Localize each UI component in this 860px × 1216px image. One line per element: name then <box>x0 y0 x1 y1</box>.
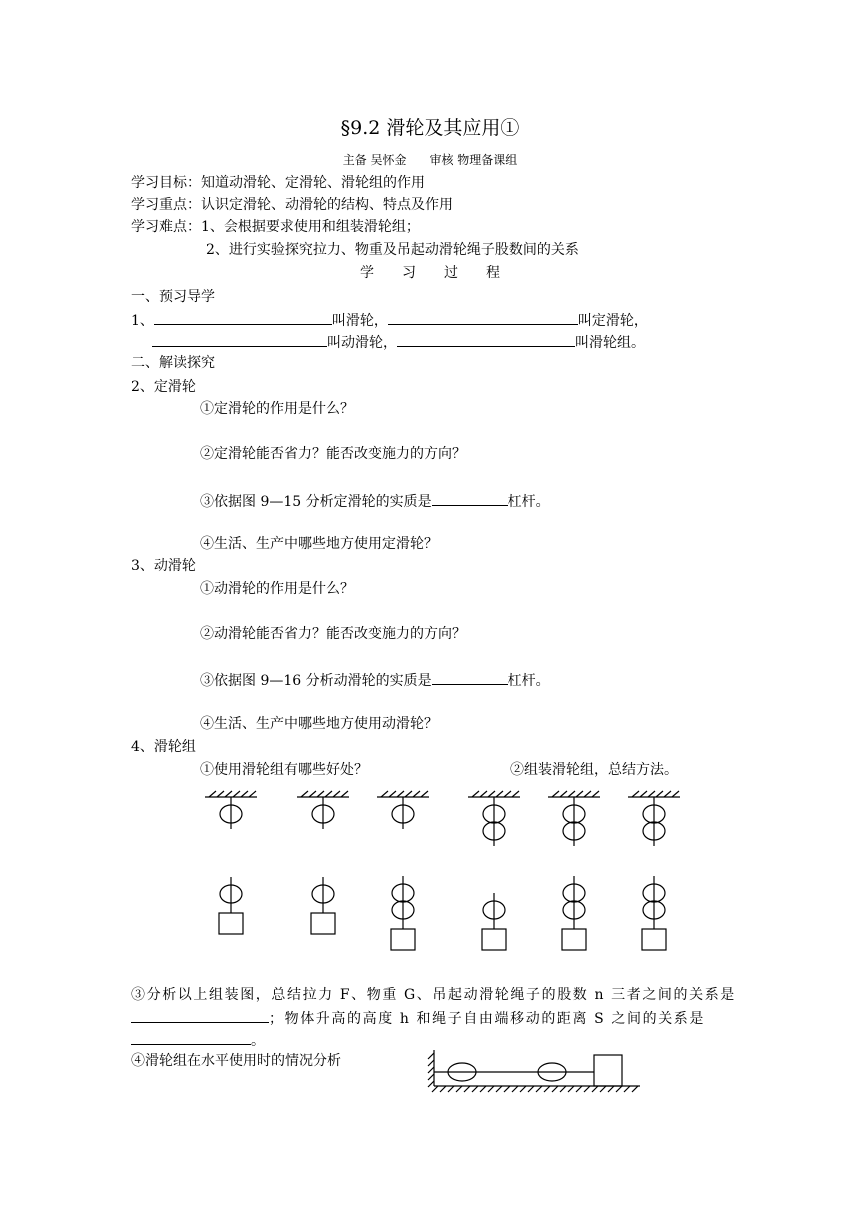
block-q3-line-3 <box>131 1030 265 1050</box>
pulley-block-heading: 4、滑轮组 <box>131 739 196 755</box>
process-heading: 学 习 过 程 <box>360 265 500 281</box>
ceiling-hatch <box>325 791 332 797</box>
wall-hatch <box>428 1081 434 1087</box>
ceiling-hatch <box>488 791 495 797</box>
ceiling-hatch <box>341 791 348 797</box>
ground-hatch <box>600 1086 606 1092</box>
q1-label-movable: 叫动滑轮， <box>327 335 397 351</box>
main-author: 主备 吴怀金 <box>342 153 407 167</box>
weight-box <box>311 913 335 934</box>
ground-hatch <box>544 1086 550 1092</box>
ground-hatch <box>496 1086 502 1092</box>
ceiling-hatch <box>309 791 316 797</box>
ceiling-hatch <box>405 791 412 797</box>
ceiling-hatch <box>512 791 519 797</box>
ceiling-hatch <box>421 791 428 797</box>
ceiling-hatch <box>496 791 503 797</box>
ceiling-hatch <box>389 791 396 797</box>
ceiling-hatch <box>333 791 340 797</box>
learning-difficulty-2: 2、进行实验探究拉力、物重及吊起动滑轮绳子股数间的关系 <box>206 242 579 258</box>
wall-hatch <box>428 1053 434 1059</box>
ground-hatch <box>480 1086 486 1092</box>
ground-hatch <box>536 1086 542 1092</box>
q1-label-block: 叫滑轮组。 <box>575 335 645 351</box>
ceiling-hatch <box>217 791 224 797</box>
learning-focus: 学习重点：认识定滑轮、动滑轮的结构、特点及作用 <box>131 197 453 213</box>
block-q3-period: 。 <box>251 1033 265 1049</box>
ceiling-hatch <box>225 791 232 797</box>
block-q3-line-1: ③分析以上组装图，总结拉力 F、物重 G、吊起动滑轮绳子的股数 n 三者之间的关系是 <box>131 987 736 1003</box>
block-q1: ①使用滑轮组有哪些好处？ <box>200 762 368 778</box>
ground-hatch <box>552 1086 558 1092</box>
ceiling-hatch <box>480 791 487 797</box>
ceiling-hatch <box>640 791 647 797</box>
ceiling-hatch <box>209 791 216 797</box>
ceiling-hatch <box>576 791 583 797</box>
movable-q1: ①动滑轮的作用是什么？ <box>200 581 354 597</box>
weight-box <box>562 929 586 950</box>
wall-hatch <box>428 1060 434 1066</box>
ground-hatch <box>616 1086 622 1092</box>
learning-objective: 学习目标：知道动滑轮、定滑轮、滑轮组的作用 <box>131 175 425 191</box>
ground-hatch <box>448 1086 454 1092</box>
fixed-q4: ④生活、生产中哪些地方使用定滑轮？ <box>200 536 438 552</box>
weight-box <box>219 913 243 934</box>
ground-hatch <box>632 1086 638 1092</box>
block-q3-line-2 <box>131 1008 705 1028</box>
wall-hatch <box>428 1067 434 1073</box>
ceiling-hatch <box>656 791 663 797</box>
ceiling-hatch <box>664 791 671 797</box>
weight-box <box>482 929 506 950</box>
movable-q3-suffix: 杠杆。 <box>507 673 550 689</box>
blank-field[interactable] <box>131 1030 251 1045</box>
question-1-number: 1、 <box>131 313 154 329</box>
movable-q3-text: ③依据图 9—16 分析动滑轮的实质是 <box>200 673 432 689</box>
ceiling-hatch <box>472 791 479 797</box>
ceiling-hatch <box>584 791 591 797</box>
blank-field[interactable] <box>131 1008 269 1023</box>
ground-hatch <box>608 1086 614 1092</box>
ground-hatch <box>456 1086 462 1092</box>
weight-box <box>642 929 666 950</box>
ceiling-hatch <box>648 791 655 797</box>
ground-hatch <box>432 1086 438 1092</box>
block-q3-text: ；物体升高的高度 h 和绳子自由端移动的距离 S 之间的关系是 <box>269 1011 706 1027</box>
ceiling-hatch <box>241 791 248 797</box>
movable-pulley-heading: 3、动滑轮 <box>131 558 196 574</box>
ceiling-hatch <box>632 791 639 797</box>
fixed-q2: ②定滑轮能否省力？能否改变施力的方向？ <box>200 446 466 462</box>
ceiling-hatch <box>592 791 599 797</box>
movable-q2: ②动滑轮能否省力？能否改变施力的方向？ <box>200 626 466 642</box>
ground-hatch <box>576 1086 582 1092</box>
fixed-q3-suffix: 杠杆。 <box>507 494 550 510</box>
ground-hatch <box>440 1086 446 1092</box>
page-title: §9.2 滑轮及其应用① <box>340 117 520 139</box>
ceiling-hatch <box>413 791 420 797</box>
ceiling-hatch <box>672 791 679 797</box>
ceiling-hatch <box>233 791 240 797</box>
wall-hatch <box>428 1074 434 1080</box>
ceiling-hatch <box>504 791 511 797</box>
section-explore-heading: 二、解读探究 <box>131 355 215 371</box>
weight-box <box>391 929 415 950</box>
section-preview-heading: 一、预习导学 <box>131 289 215 305</box>
ground-hatch <box>520 1086 526 1092</box>
ceiling-hatch <box>560 791 567 797</box>
ceiling-hatch <box>249 791 256 797</box>
ground-hatch <box>488 1086 494 1092</box>
ground-hatch <box>624 1086 630 1092</box>
ceiling-hatch <box>552 791 559 797</box>
ground-hatch <box>584 1086 590 1092</box>
learning-difficulty: 学习难点：1、会根据要求使用和组装滑轮组； <box>131 219 420 235</box>
ground-hatch <box>472 1086 478 1092</box>
ceiling-hatch <box>397 791 404 797</box>
ceiling-hatch <box>568 791 575 797</box>
ground-hatch <box>568 1086 574 1092</box>
block-q2: ②组装滑轮组，总结方法。 <box>510 762 678 778</box>
block-q4: ④滑轮组在水平使用时的情况分析 <box>131 1053 341 1069</box>
weight-box <box>594 1055 622 1086</box>
movable-q4: ④生活、生产中哪些地方使用动滑轮？ <box>200 716 438 732</box>
ceiling-hatch <box>381 791 388 797</box>
ceiling-hatch <box>317 791 324 797</box>
q1-label-fixed: 叫定滑轮， <box>577 313 648 329</box>
ground-hatch <box>592 1086 598 1092</box>
ground-hatch <box>504 1086 510 1092</box>
fixed-q3-text: ③依据图 9—15 分析定滑轮的实质是 <box>200 494 432 510</box>
q1-label-pulley: 叫滑轮， <box>331 313 388 329</box>
ceiling-hatch <box>301 791 308 797</box>
ground-hatch <box>528 1086 534 1092</box>
ground-hatch <box>560 1086 566 1092</box>
ground-hatch <box>512 1086 518 1092</box>
fixed-pulley-heading: 2、定滑轮 <box>131 379 196 395</box>
fixed-q1: ①定滑轮的作用是什么？ <box>200 401 354 417</box>
reviewer: 审核 物理备课组 <box>429 153 518 167</box>
ground-hatch <box>464 1086 470 1092</box>
